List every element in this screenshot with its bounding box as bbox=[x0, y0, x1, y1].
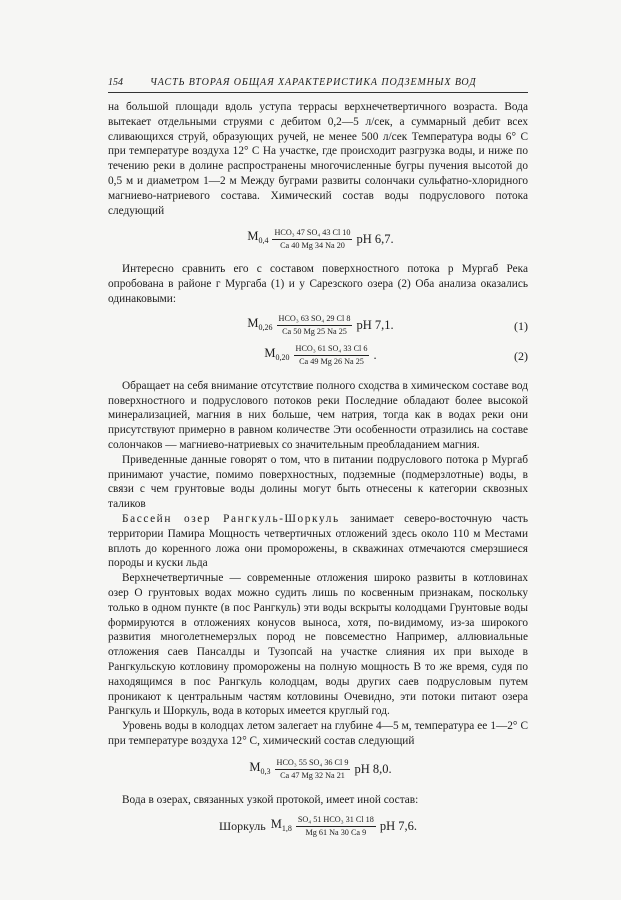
formula-mineralization: $M_{0,20}$ bbox=[264, 345, 290, 362]
formula-mineralization: $M_{1,8}$ bbox=[270, 816, 292, 833]
formula-mineralization: $M_{0,4}$ bbox=[247, 229, 269, 246]
formula-cations: Ca 50 Mg 25 Na 25 bbox=[282, 327, 347, 337]
formula-ph: pH 7,6. bbox=[379, 819, 417, 834]
page-number: 154 bbox=[108, 77, 123, 88]
formula-anions: HCO₃ 55 SO₄ 36 Cl 9 bbox=[275, 758, 351, 770]
formula-ph: pH 6,7. bbox=[356, 231, 394, 246]
formula-ph: pH 7,1. bbox=[356, 318, 394, 333]
paragraph-4: Приведенные данные говорят о том, что в питании подруслового потока р Мургаб принимают участие, помимо поверхностных, подземные (подмерзлотные) воды, в связи с чем грунтовые воды долины могут быть отнесены к категории сквозных таликов bbox=[108, 453, 528, 511]
paragraph-2: Интересно сравнить его с составом поверхностного потока р Мургаб Река опробована в районе г Мургаба (1) и у Сарезского озера (2) Оба анализа оказались одинаковыми: bbox=[108, 263, 528, 305]
formula-cations: Ca 47 Mg 32 Na 21 bbox=[280, 771, 345, 781]
paragraph-7: Уровень воды в колодцах летом залегает на глубине 4—5 м, температура ее 1—2° С при температуре воздуха 12° С, химический состав следующий bbox=[108, 720, 528, 747]
formula-sarez bbox=[108, 341, 528, 371]
paragraph-5 bbox=[108, 512, 528, 571]
formula-anions: SO₄ 51 HCO₃ 31 Cl 18 bbox=[296, 815, 376, 827]
formula-mineralization: $M_{0,3}$ bbox=[249, 759, 271, 776]
formula-label: Шоркуль bbox=[219, 819, 266, 834]
running-header bbox=[108, 76, 528, 93]
formula-subchannel-flow bbox=[108, 224, 528, 254]
paragraph-3: Обращает на себя внимание отсутствие полного сходства в химическом составе вод поверхностного и подруслового потоков реки Последние обладают более высокой минерализацией, магния в них больше, чем натрия, тогда как в водах реки они присутствуют примерно в равном количестве Эти особенности отразились на составе солончаков — магниево-натриевых со значительным преобладанием магния. bbox=[108, 379, 528, 451]
formula-anions: HCO₃ 61 SO₄ 33 Cl 6 bbox=[294, 344, 370, 356]
formula-murgab bbox=[108, 311, 528, 341]
formula-cations: Mg 61 Na 30 Ca 9 bbox=[305, 827, 367, 837]
formula-wells bbox=[108, 755, 528, 785]
section-lead: Бассейн озер Рангкуль-Шоркуль bbox=[122, 512, 340, 525]
page-body bbox=[108, 100, 528, 841]
formula-fraction bbox=[277, 314, 353, 337]
formula-anions: HCO₃ 63 SO₄ 29 Cl 8 bbox=[277, 314, 353, 326]
formula-tag: (2) bbox=[514, 348, 528, 363]
formula-tag: (1) bbox=[514, 318, 528, 333]
formula-shorkul bbox=[108, 811, 528, 841]
formula-anions: HCO₃ 47 SO₄ 43 Cl 10 bbox=[272, 228, 352, 240]
formula-fraction bbox=[272, 228, 352, 251]
formula-mineralization: $M_{0,26}$ bbox=[247, 315, 273, 332]
formula-ph: pH 8,0. bbox=[354, 762, 392, 777]
formula-ph: . bbox=[373, 348, 377, 363]
running-title: ЧАСТЬ ВТОРАЯ ОБЩАЯ ХАРАКТЕРИСТИКА ПОДЗЕМНЫХ ВОД bbox=[150, 77, 477, 88]
paragraph-6: Верхнечетвертичные — современные отложения широко развиты в котловинах озер О грунтовых водах можно судить лишь по косвенным признакам, поскольку только в одном пункте (в пос Рангкуль) эти воды вскрыты колодцами Грунтовые воды формируются в отложениях конусов выноса, хотя, по-видимому, из-за широкого развития многолетнемерзлых пород не повсеместно Например, аллювиальные отложения саев Пансалды и Тузопсай на участке слияния их при выходе в Рангкульскую котловину проморожены на полную мощность В то же время, судя по находящимся в пос Рангкуль колодцам, воды других саев подрусловым путем проникают к центральным частям котловины Очевидно, эти потоки питают озера Рангкуль и Шоркуль, вода в которых имеется круглый год. bbox=[108, 572, 528, 718]
paragraph-8: Вода в озерах, связанных узкой протокой, имеет иной состав: bbox=[122, 793, 419, 806]
paragraph-5-text: занимает северо-восточную часть территории Памира Мощность четвертичных отложений здесь около 110 м Местами вплоть до коренного ложа они проморожены, в скважинах отмечаются смерзшиеся породы и куски льда bbox=[108, 512, 528, 570]
formula-cations: Ca 40 Mg 34 Na 20 bbox=[280, 240, 345, 250]
formula-fraction bbox=[275, 758, 351, 781]
paragraph-1: на большой площади вдоль уступа террасы верхнечетвертичного возраста. Вода вытекает отдельными струями с дебитом 0,2—5 л/сек, а суммарный дебит всех сливающихся струй, образующих ручей, не менее 500 л/сек Температура воды 6° С при температуре воздуха 12° С На участке, где происходит разгрузка воды, и ниже по течению реки в долине распространены многочисленные бугры пучения высотой до 0,5 м и диаметром 1—2 м Между буграми развиты солончаки сульфатно-хлоридного магниево-натриевого состава. Химический состав воды подруслового потока следующий bbox=[108, 101, 528, 217]
formula-fraction bbox=[294, 344, 370, 367]
formula-fraction bbox=[296, 815, 376, 838]
formula-cations: Ca 49 Mg 26 Na 25 bbox=[299, 357, 364, 367]
